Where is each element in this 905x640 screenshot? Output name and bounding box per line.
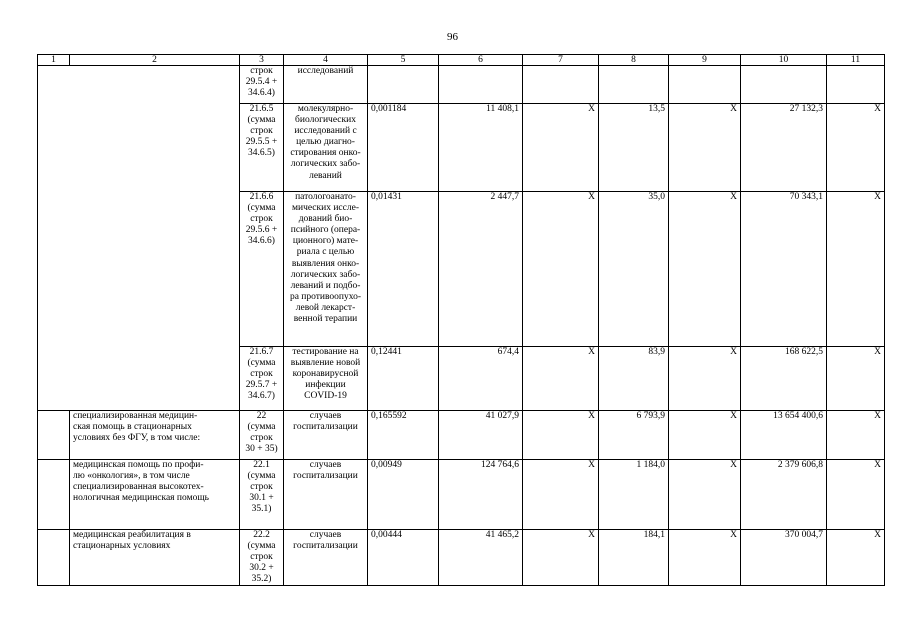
value-cell-col9: Х	[669, 460, 741, 530]
value-cell-col11: Х	[827, 530, 885, 586]
unit-cell: патологоанато- мических иссле- дований био- псийного (опера- ционного) мате- риала с целью выявления онко- логических забо- леваний и подбо- ра противоопухо- левой лекарст- венной терапии	[284, 192, 368, 347]
row-code-cell: 21.6.5 (сумма строк 29.5.5 + 34.6.5)	[240, 104, 284, 192]
value-cell-col6: 41 027,9	[439, 411, 523, 460]
value-cell-col10: 2 379 606,8	[741, 460, 827, 530]
value-cell-col6: 124 764,6	[439, 460, 523, 530]
row-number-cell	[38, 530, 70, 586]
unit-cell: случаев госпитализации	[284, 460, 368, 530]
value-cell-col9	[669, 66, 741, 104]
row-code-cell: 22 (сумма строк 30 + 35)	[240, 411, 284, 460]
value-cell-col10: 370 004,7	[741, 530, 827, 586]
value-cell-col10	[741, 66, 827, 104]
value-cell-col5: 0,001184	[368, 104, 439, 192]
value-cell-col9: Х	[669, 411, 741, 460]
row-code-cell: строк 29.5.4 + 34.6.4)	[240, 66, 284, 104]
table-row	[38, 460, 885, 530]
value-cell-col8: 184,1	[599, 530, 669, 586]
blank-cell	[38, 66, 240, 411]
value-cell-col11: Х	[827, 104, 885, 192]
column-number: 4	[284, 55, 368, 66]
column-number: 10	[741, 55, 827, 66]
value-cell-col7	[523, 66, 599, 104]
value-cell-col11	[827, 66, 885, 104]
row-code-cell: 22.2 (сумма строк 30.2 + 35.2)	[240, 530, 284, 586]
unit-cell: случаев госпитализации	[284, 411, 368, 460]
page-number: 96	[447, 31, 458, 43]
data-table	[37, 54, 885, 586]
value-cell-col9: Х	[669, 530, 741, 586]
value-cell-col10: 13 654 400,6	[741, 411, 827, 460]
table-row	[38, 530, 885, 586]
value-cell-col5: 0,165592	[368, 411, 439, 460]
row-code-cell: 22.1 (сумма строк 30.1 + 35.1)	[240, 460, 284, 530]
value-cell-col9: Х	[669, 104, 741, 192]
value-cell-col8: 13,5	[599, 104, 669, 192]
value-cell-col9: Х	[669, 192, 741, 347]
value-cell-col6: 674,4	[439, 347, 523, 411]
value-cell-col10: 27 132,3	[741, 104, 827, 192]
value-cell-col8: 6 793,9	[599, 411, 669, 460]
value-cell-col8: 1 184,0	[599, 460, 669, 530]
column-number: 1	[38, 55, 70, 66]
column-number: 3	[240, 55, 284, 66]
unit-cell: исследований	[284, 66, 368, 104]
value-cell-col5: 0,12441	[368, 347, 439, 411]
value-cell-col8: 35,0	[599, 192, 669, 347]
unit-cell: молекулярно- биологических исследований с целью диагно- стирования онко- логических забо- леваний	[284, 104, 368, 192]
value-cell-col5: 0,01431	[368, 192, 439, 347]
row-name-cell: специализированная медицин- ская помощь в стационарных условиях без ФГУ, в том числе:	[70, 411, 240, 460]
value-cell-col10: 168 622,5	[741, 347, 827, 411]
value-cell-col7: Х	[523, 104, 599, 192]
value-cell-col8: 83,9	[599, 347, 669, 411]
table-row	[38, 66, 885, 104]
row-number-cell	[38, 411, 70, 460]
row-name-cell: медицинская реабилитация в стационарных условиях	[70, 530, 240, 586]
value-cell-col6: 41 465,2	[439, 530, 523, 586]
row-code-cell: 21.6.7 (сумма строк 29.5.7 + 34.6.7)	[240, 347, 284, 411]
value-cell-col10: 70 343,1	[741, 192, 827, 347]
value-cell-col6: 2 447,7	[439, 192, 523, 347]
table-row	[38, 411, 885, 460]
value-cell-col7: Х	[523, 530, 599, 586]
value-cell-col7: Х	[523, 460, 599, 530]
column-number: 6	[439, 55, 523, 66]
value-cell-col11: Х	[827, 411, 885, 460]
column-number: 8	[599, 55, 669, 66]
value-cell-col9: Х	[669, 347, 741, 411]
value-cell-col8	[599, 66, 669, 104]
column-number: 11	[827, 55, 885, 66]
value-cell-col5	[368, 66, 439, 104]
column-number: 5	[368, 55, 439, 66]
value-cell-col11: Х	[827, 347, 885, 411]
column-number: 2	[70, 55, 240, 66]
row-name-cell: медицинская помощь по профи- лю «онкология», в том числе специализированная высокотех- нологичная медицинская помощь	[70, 460, 240, 530]
unit-cell: тестирование на выявление новой коронавирусной инфекции COVID-19	[284, 347, 368, 411]
value-cell-col6: 11 408,1	[439, 104, 523, 192]
value-cell-col5: 0,00444	[368, 530, 439, 586]
column-number-row	[38, 55, 885, 66]
value-cell-col5: 0,00949	[368, 460, 439, 530]
value-cell-col7: Х	[523, 411, 599, 460]
value-cell-col11: Х	[827, 460, 885, 530]
unit-cell: случаев госпитализации	[284, 530, 368, 586]
column-number: 9	[669, 55, 741, 66]
value-cell-col7: Х	[523, 192, 599, 347]
row-number-cell	[38, 460, 70, 530]
row-code-cell: 21.6.6 (сумма строк 29.5.6 + 34.6.6)	[240, 192, 284, 347]
column-number: 7	[523, 55, 599, 66]
value-cell-col6	[439, 66, 523, 104]
value-cell-col7: Х	[523, 347, 599, 411]
value-cell-col11: Х	[827, 192, 885, 347]
